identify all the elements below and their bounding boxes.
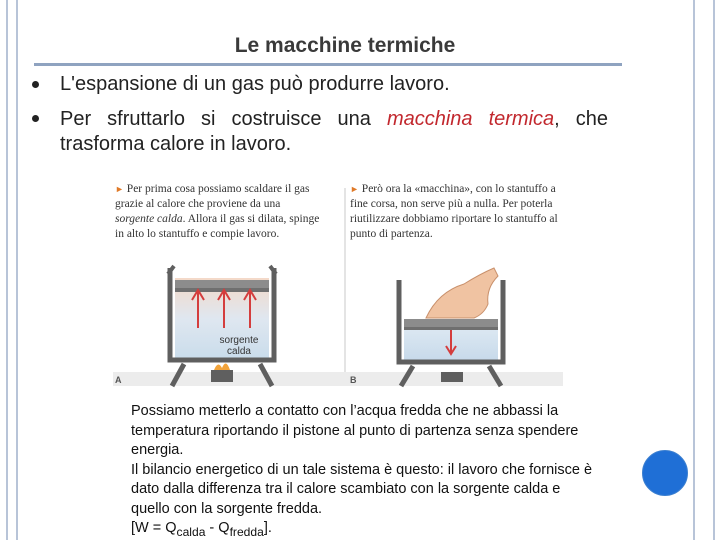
caption-b-text: Però ora la «macchina», con lo stantuffo a fine corsa, non serve più a nulla. Per poterla riutilizzare dobbiamo riportare lo stantuffo al punto di partenza. xyxy=(350,183,558,240)
source-label-line2: calda xyxy=(227,346,251,357)
piston-b xyxy=(404,319,498,327)
paragraph-line-1: Possiamo metterlo a contatto con l’acqua fredda che ne abbassi la temperatura riportando il pistone al punto di partenza senza spendere energia. xyxy=(131,403,579,458)
heat-engine-figure xyxy=(108,180,568,388)
piston-a xyxy=(175,280,269,288)
left-frame-border xyxy=(6,0,18,540)
hand-icon xyxy=(426,268,498,318)
burner-b xyxy=(441,372,463,382)
formula-sub-calda: calda xyxy=(176,524,206,539)
bullet-text-before: Per sfruttarlo si costruisce una xyxy=(60,108,387,130)
panel-b-label: B xyxy=(350,375,357,385)
formula-minus: - Q xyxy=(205,520,230,536)
slide-title: Le macchine termiche xyxy=(234,34,456,57)
navigation-circle-button[interactable] xyxy=(642,450,688,496)
bullet-text-after: , che trasforma calore in lavoro. xyxy=(60,108,608,155)
caption-a-emphasis: sorgente calda xyxy=(115,213,183,225)
flame-icon xyxy=(214,363,230,370)
bullet-dot-icon xyxy=(32,81,39,88)
caption-triangle-icon: ► xyxy=(350,184,359,194)
explanation-paragraph xyxy=(131,402,596,542)
panel-b-drawing xyxy=(350,268,503,386)
bullet-emphasis: macchina termica xyxy=(386,108,555,130)
bullet-text: L'espansione di un gas può produrre lavoro. xyxy=(60,73,450,95)
formula-sub-fredda: fredda xyxy=(229,524,264,539)
source-label-line1: sorgente xyxy=(219,335,259,346)
title-underline xyxy=(34,63,622,66)
caption-a-text: Per prima cosa possiamo scaldare il gas grazie al calore che proviene da una xyxy=(115,183,310,210)
paragraph-line-2: Il bilancio energetico di un tale sistema è questo: il lavoro che fornisce è dato dalla differenza tra il calore scambiato con la sorgente calda e quello con la sorgente fredda. xyxy=(131,461,593,517)
formula-close: ]. xyxy=(263,520,272,536)
burner-a xyxy=(211,370,233,382)
panel-a-label: A xyxy=(115,375,122,385)
caption-triangle-icon: ► xyxy=(115,184,124,194)
bullet-text xyxy=(60,107,608,157)
bullet-dot-icon xyxy=(32,115,39,122)
caption-a-text-end: . Allora il gas si dilata, spinge in alto lo stantuffo e compie lavoro. xyxy=(115,213,320,240)
energy-formula xyxy=(131,519,596,542)
formula-open: [W = Q xyxy=(131,520,177,536)
piston-illustration xyxy=(108,180,568,388)
right-frame-border xyxy=(693,0,715,540)
panel-a-drawing xyxy=(115,266,276,386)
